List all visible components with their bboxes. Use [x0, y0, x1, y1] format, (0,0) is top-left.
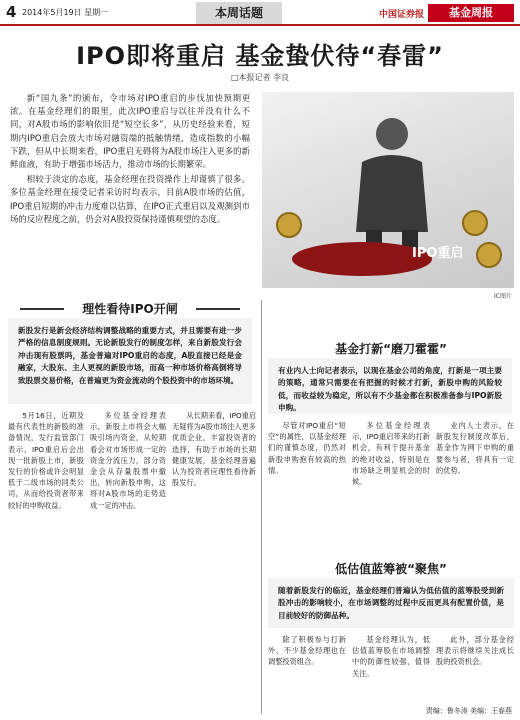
editor-credit: 责编：鲁冬涛 美编：王春燕: [425, 707, 512, 715]
right-highlight-box-2: 随着新股发行的临近，基金经理们普遍认为低估值的蓝筹股受到新股冲击的影响较小，在市场调整的过程中反而更具有配置价值，是目前较好的防御品种。: [268, 578, 514, 628]
right-highlight-box: 有业内人士向记者表示，以现在基金公司的角度，打新是一项主要的策略，通常只需要在有把握的时候才打新，新股申购的风险较低，而收益较为稳定，所以有不少基金都在积极准备参与IPO新股申购。: [268, 358, 512, 414]
body-paragraph: 业内人士表示，在新股发行制度改革后，基金作为网下申购的重要参与者，将具有一定的优势。: [436, 421, 514, 475]
right-section-title-2: 低估值蓝筹被“聚焦”: [335, 562, 447, 576]
red-platform: [292, 242, 432, 276]
left-highlight-box: 新股发行是新会经济结构调整战略的重要方式，并且需要有进一步严格的信息制度规则。无论新股发行的制度怎样，来自新股发行会冲击现有股票吗，基金普遍对IPO重启的态度，A股直接已经是金融家，大股东、主人更视的新股市场，而高一种市场价格高倒将导致股票交易价格，在普遍更为资金流动的个股投资中的市场环境。: [8, 318, 252, 404]
issue-date: 2014年5月19日 星期一: [22, 8, 109, 17]
figure-illustration: [332, 112, 452, 262]
body-paragraph: 多位基金经理表示，IPO重启带来的打新机会，有利于提升基金的绝对收益，特别是在市场缺乏明显机会的时候。: [352, 421, 430, 487]
body-paragraph: 除了积极参与打新外，不少基金经理也在调整投资组合。: [268, 635, 346, 667]
left-column-1: [8, 410, 84, 710]
right-column-5: [352, 634, 430, 714]
byline: □本报记者 李良: [230, 73, 290, 82]
brand-logo: 基金周报: [428, 4, 514, 22]
left-column-3: [172, 410, 256, 710]
body-paragraph: 基金经理认为，低估值蓝筹股在市场调整中的防御性较强，值得关注。: [352, 635, 430, 678]
body-paragraph: 5月16日，近期及最有代表性的新股的准备情况，发行监管部门表示，IPO重启后会出现一批新股上市，新股发行的价格或许会明显低于二级市场的同类公司，从而给投资者带来较好的申购收益。: [8, 411, 84, 510]
page-header: [0, 0, 520, 26]
coin-icon: [476, 242, 502, 268]
headline: IPO即将重启 基金蛰伏待“春雷”: [76, 42, 444, 70]
lead-text: [10, 92, 250, 226]
left-section-title: 理性看待IPO开闸: [10, 300, 250, 317]
right-column-4: [268, 634, 346, 714]
coin-icon: [276, 212, 302, 238]
section-tab: 本周话题: [196, 2, 282, 24]
lead-paragraph: 新“国九条”的颁布，令市场对IPO重启的步伐加快预期更浓。在基金经理们的眼里，此次IPO重启与以往并没有什么不同，对A股市场的影响依旧是“短空长多”，从历史经验来看，短期内IPO重启会放大市场对融资端的抵触情绪，造成指数的小幅下跌，但从中长期来看，IPO重启无碍将为A股市场注入更多的新鲜血液，有助于增强市场活力，推动市场的长期繁荣。: [10, 93, 250, 170]
right-column-3: [436, 420, 514, 558]
body-paragraph: 尽管对IPO重启“短空”的属性，以基金经理们的谨慎态度，仍然对新股申购抱有较高的热情。: [268, 421, 346, 475]
page-number: 4: [6, 3, 17, 21]
left-column-2: [90, 410, 166, 710]
right-column-1: [268, 420, 346, 558]
article-photo: [262, 92, 514, 288]
photo-label: IPO重启: [412, 246, 464, 261]
body-paragraph: 从长期来看，IPO重启无疑将为A股市场注入更多优质企业，丰富投资者的选择，有助于市场的长期健康发展，基金经理普遍认为投资者应理性看待新股发行。: [172, 411, 257, 488]
lead-paragraph: 相较于淡定的态度，基金经理在投资操作上却谨慎了很多。多位基金经理在接受记者采访时均表示，目前A股市场的估值，IPO重启短期的冲击力度难以估算，在IPO正式重启以及观测到市场的反应程度之前，仍会对A股投资保持谨慎观望的态度。: [10, 174, 250, 224]
body-paragraph: 多位基金经理表示，新股上市将会大幅吸引场内资金，从短期看会对市场形成一定的资金分流压力，部分资金会从存量股票中撤出，转向新股申购，这将对A股市场的走势造成一定的冲击。: [90, 411, 166, 510]
body-paragraph: 此外，部分基金经理表示将继续关注成长股的投资机会。: [436, 635, 514, 667]
right-column-6: [436, 634, 514, 714]
right-column-2: [352, 420, 430, 558]
right-section-title: 基金打新“磨刀霍霍”: [335, 342, 447, 356]
photo-credit: IC图片: [494, 293, 512, 300]
coin-icon: [462, 210, 488, 236]
column-divider: [261, 300, 262, 714]
masthead-logo: 中国证券报: [378, 10, 424, 20]
